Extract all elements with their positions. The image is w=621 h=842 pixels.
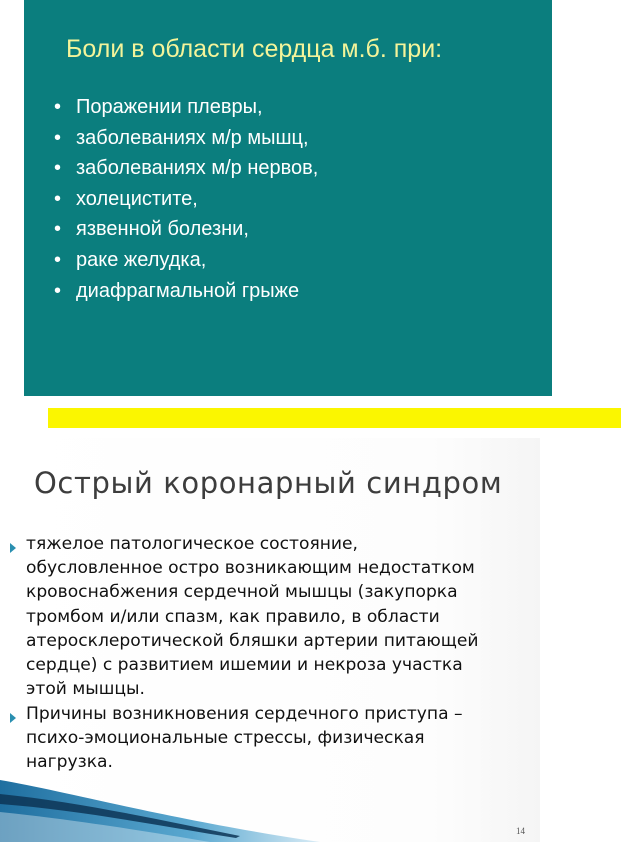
text-line: кровоснабжения сердечной мышцы (закупорка bbox=[26, 582, 458, 603]
list-item bbox=[54, 245, 318, 276]
text-line: атеросклеротической бляшки артерии питающей bbox=[26, 630, 479, 651]
bullet-icon: • bbox=[54, 248, 62, 271]
bullet-arrow-icon bbox=[10, 713, 16, 723]
text-line: сердце) с развитием ишемии и некроза участка bbox=[26, 655, 463, 676]
list-item bbox=[54, 153, 318, 184]
causes-paragraph bbox=[26, 702, 463, 775]
list-item-text: Поражении плевры, bbox=[76, 96, 263, 118]
list-item bbox=[54, 92, 318, 123]
slide-title: Острый коронарный синдром bbox=[34, 466, 503, 500]
list-item bbox=[54, 276, 318, 307]
text-line: обусловленное остро возникающим недостатком bbox=[26, 558, 475, 579]
text-line: нагрузка. bbox=[26, 752, 113, 773]
bullet-icon: • bbox=[54, 218, 62, 241]
bullet-icon: • bbox=[54, 187, 62, 210]
list-item-text: заболеваниях м/р мышц, bbox=[76, 126, 309, 149]
text-line: этой мышцы. bbox=[26, 679, 145, 700]
definition-paragraph bbox=[26, 532, 479, 701]
list-item bbox=[54, 214, 318, 245]
text-line: тромбом и/или спазм, как правило, в области bbox=[26, 606, 440, 627]
list-item bbox=[54, 184, 318, 215]
page-number: 14 bbox=[516, 826, 525, 836]
slide-heart-pain bbox=[24, 0, 552, 396]
bullet-icon: • bbox=[54, 157, 62, 180]
bullet-icon: • bbox=[54, 96, 62, 118]
text-line: психо-эмоциональные стрессы, физическая bbox=[26, 728, 425, 749]
bullet-list bbox=[54, 92, 318, 306]
slide-title: Боли в области сердца м.б. при: bbox=[66, 35, 443, 63]
text-line: Причины возникновения сердечного приступа – bbox=[26, 704, 463, 724]
list-item-text: заболеваниях м/р нервов, bbox=[76, 157, 319, 180]
bullet-icon: • bbox=[54, 279, 62, 302]
list-item bbox=[54, 123, 318, 154]
list-item-text: язвенной болезни, bbox=[76, 218, 249, 241]
list-item-text: раке желудка, bbox=[76, 248, 207, 271]
bullet-icon: • bbox=[54, 126, 62, 149]
text-line: тяжелое патологическое состояние, bbox=[26, 534, 358, 554]
bullet-arrow-icon bbox=[10, 543, 16, 553]
list-item-text: диафрагмальной грыже bbox=[76, 279, 300, 302]
list-item-text: холецистите, bbox=[76, 187, 198, 210]
decorative-swoosh-icon bbox=[0, 772, 330, 842]
yellow-divider bbox=[48, 408, 621, 428]
